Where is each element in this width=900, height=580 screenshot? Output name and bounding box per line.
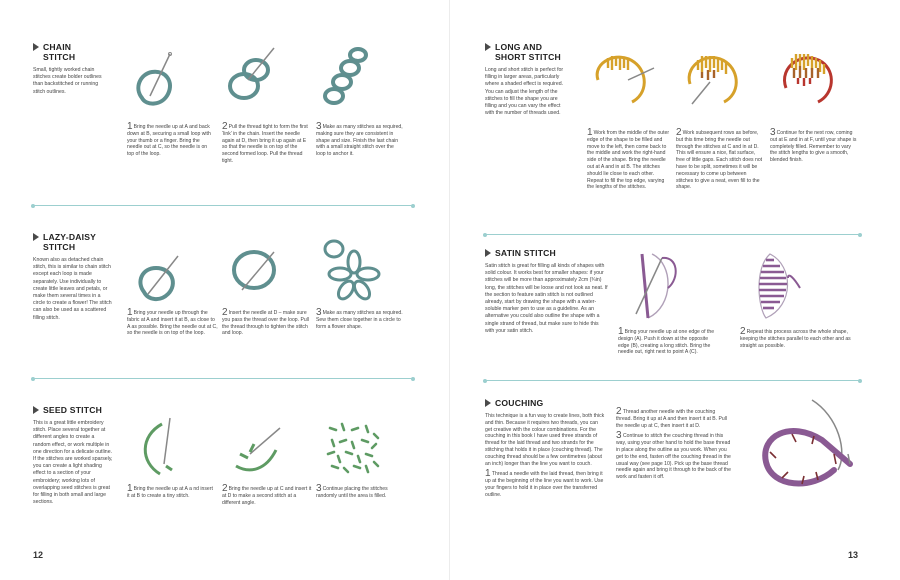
- lazy-daisy-section: [33, 232, 113, 322]
- lazy-step-3: 3Make as many stitches as required. Sew them close together in a circle to form a flower shape.: [316, 307, 403, 330]
- section-divider: [33, 205, 413, 206]
- lazy-step1-illustration: [130, 246, 190, 310]
- chain-stitch-heading: CHAIN STITCH: [33, 42, 105, 62]
- page-number: 13: [847, 550, 858, 560]
- section-divider: [485, 380, 860, 381]
- triangle-bullet-icon: [33, 233, 39, 241]
- couching-col1: [485, 413, 605, 499]
- seed-step-2: 2Bring the needle up at C and insert it at D to make a second stitch at a different angle.: [222, 483, 312, 506]
- satin-step1-illustration: [618, 248, 688, 324]
- couching-heading: COUCHING: [485, 398, 605, 408]
- section-divider: [33, 378, 413, 379]
- long-short-intro: Long and short stitch is perfect for filling in larger areas, particularly where a shaded effect is required. You can adjust the length of the stitches to fill the shape you are filling and you can vary the effect with the number of threads used.: [485, 67, 564, 117]
- long-step2-illustration: [680, 44, 752, 108]
- triangle-bullet-icon: [33, 43, 39, 51]
- long-short-heading: LONG AND SHORT STITCH: [485, 42, 565, 62]
- lazy-loop-illustration: [322, 236, 346, 262]
- couching-col2: [616, 406, 731, 485]
- chain-step2-illustration: [222, 44, 282, 108]
- seed-stitch-heading: SEED STITCH: [33, 405, 113, 415]
- chain-stitch-section: [33, 42, 105, 96]
- long-step-2: 2Work subsequent rows as before, but this time bring the needle out through the stitches at C and in at D. This will ensure a nice, flat surface, free of little gaps. Each stitch does not have to be split, sometimes it will be necessary to come up between stitches to give a neat, even fill to the shape.: [676, 127, 763, 191]
- chain-step-2: 2Pull the thread tight to form the first ‘link’ in the chain. Insert the needle again at D, then bring it up again at E so that the needle is on top of the second formed loop. Pull the thread tight.: [222, 121, 308, 164]
- triangle-bullet-icon: [485, 249, 491, 257]
- seed-step2-illustration: [226, 414, 286, 478]
- seed-step1-illustration: [130, 414, 190, 478]
- satin-stitch-heading: SATIN STITCH: [485, 248, 609, 258]
- couching-step-2: 2 Thread another needle with the couching thread. Bring it up at A and then insert it at B. Pull the needle up at C, then insert it at D.: [616, 406, 727, 429]
- long-step-1: 1Work from the middle of the outer edge of the shape to be filled and move to the left, then come back to the middle and work the right-hand side of the shape. Bring the needle out at A and in at B. The stitches should lie close to each other. Repeat to fill the top edge, varying the lengths of the stitches.: [587, 127, 670, 191]
- seed-stitch-intro: This is a great little embroidery stitch. Place several together at different angles to create a random effect, or work multiple in one direction for a delicate outline. If the stitches are worked sparsely, you can create a light shading effect to a section of your embroidery; working lots of overlapping seed stitches is great for filling in both small and large sections.: [33, 420, 113, 506]
- satin-stitch-section: [485, 248, 609, 335]
- right-page: [450, 0, 900, 580]
- long-step-3: 3Continue for the next row, coming out at E and in at F, until your shape is completely filled. Remember to vary the stitch lengths to give a smooth, blended finish.: [770, 127, 857, 164]
- couching-intro: This technique is a fun way to create lines, both thick and thin. Because it requires two threads, you can get creative with the colour combinations. For the couching in this book I have used three strands of thread for the laid thread and two strands for the stitching that holds it in place (couching thread). The couching thread should be a few centimetres (about an inch) longer than the line you want to couch.: [485, 413, 605, 467]
- seed-step-1: 1Bring the needle up at A a nd insert it at B to create a tiny stitch.: [127, 483, 213, 499]
- section-divider: [485, 234, 860, 235]
- chain-step3-illustration: [316, 44, 376, 108]
- seed-step-3: 3Continue placing the stitches randomly until the area is filled.: [316, 483, 388, 499]
- long-short-section: [485, 42, 565, 117]
- long-step3-illustration: [774, 44, 846, 108]
- seed-step3-illustration: [322, 416, 382, 480]
- page-number: 12: [33, 550, 44, 560]
- lazy-daisy-intro: Known also as detached chain stitch, this is similar to chain stitch except each loop is made separately. Use individually to create little leaves and petals, or make them several times in a circle to create a flower! The stitch can also be used as a scattered filling stitch.: [33, 257, 112, 321]
- chain-step1-illustration: [130, 48, 190, 112]
- seed-stitch-section: [33, 405, 113, 506]
- couching-step-1: 1 Thread a needle with the laid thread, then bring it up at the beginning of the line you want to work. Use your fingers to hold it in place over the transferred outline.: [485, 468, 604, 498]
- couching-step-3: 3 Continue to stitch the couching thread in this way, using your other hand to hold the base thread in place along the outline as you work. When you get to the end, fasten off the couching thread in the usual way (see page 10). Pick up the base thread needle again and bring it through to the back of the work and fasten it off.: [616, 430, 731, 481]
- lazy-daisy-heading: LAZY-DAISY STITCH: [33, 232, 113, 252]
- triangle-bullet-icon: [485, 43, 491, 51]
- long-step1-illustration: [588, 44, 660, 108]
- lazy-step2-illustration: [224, 240, 284, 304]
- satin-step-2: 2Repeat this process across the whole shape, keeping the stitches parallel to each other and as straight as possible.: [740, 326, 851, 349]
- lazy-step-1: 1Bring your needle up through the fabric at A and insert it at B, as close to A as possible. Bring the needle out at C, so the needle is on top of the loop.: [127, 307, 218, 337]
- triangle-bullet-icon: [485, 399, 491, 407]
- satin-stitch-intro: Satin stitch is great for filling all kinds of shapes with solid colour. It works best for smaller shapes: if your stitches will be more than approximately 2cm (¾in) long, the stitches will be loose and not look as neat. If the section to feature satin stitch is not outlined already, start by drawing the shape with a water-soluble marker pen to use as a guideline. As an alternative you could also outline the shape with a single strand of thread, but make sure to hide this with your satin stitch.: [485, 263, 608, 334]
- couching-section: [485, 398, 605, 503]
- chain-stitch-intro: Small, tightly worked chain stitches create bolder outlines than backstitched or running stitch outlines.: [33, 67, 102, 95]
- chain-step-3: 3Make as many stitches as required, making sure they are consistent in shape and size. Finish the last chain with a small straight stitch over the loop to anchor it.: [316, 121, 403, 158]
- lazy-step-2: 2Insert the needle at D – make sure you pass the thread over the loop. Pull the thread through to tighten the stitch and loop.: [222, 307, 309, 337]
- chain-step-1: 1Bring the needle up at A and back down at B, securing a small loop with your thumb or a finger. Bring the needle out at C, so the needle is on top of the loop.: [127, 121, 211, 158]
- couching-illustration: [752, 392, 864, 500]
- satin-step-1: 1Bring your needle up at one edge of the design (A). Push it down at the opposite edge (B), creating a long stitch. Bring the needle out, right next to point A (C).: [618, 326, 715, 356]
- satin-step2-illustration: [736, 248, 806, 324]
- triangle-bullet-icon: [33, 406, 39, 414]
